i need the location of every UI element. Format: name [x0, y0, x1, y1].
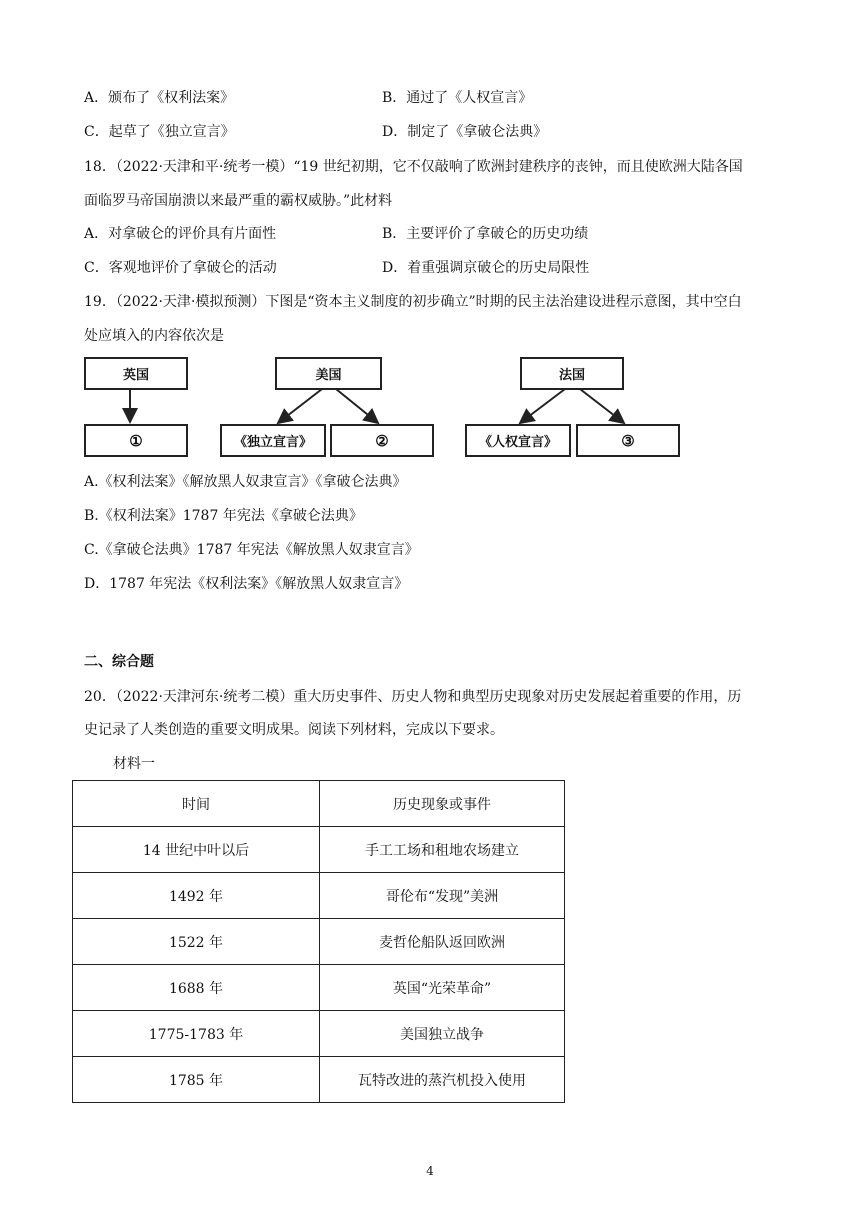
history-table — [72, 780, 565, 1103]
q19-stem-line2: 处应填入的内容依次是 — [84, 328, 224, 344]
q18-stem-line1: 18．（2022·天津和平·统考一模）“19 世纪初期，它不仅敲响了欧洲封建秩序的丧钟，而且使欧洲大陆各国 — [84, 159, 743, 175]
table-header-row — [73, 781, 565, 827]
table-cell-time: 1522 年 — [73, 919, 320, 965]
table-header-time: 时间 — [73, 781, 320, 827]
table-row — [73, 919, 565, 965]
q20-stem-line1: 20．（2022·天津河东·统考二模）重大历史事件、历史人物和典型历史现象对历史发展起着重要的作用，历 — [84, 689, 742, 705]
q17-option-a: A．颁布了《权利法案》 — [84, 90, 235, 106]
diagram-arrows — [0, 0, 860, 470]
table-cell-time: 1688 年 — [73, 965, 320, 1011]
table-cell-event: 哥伦布“发现”美洲 — [320, 873, 565, 919]
box-declaration-of-independence: 《独立宣言》 — [220, 424, 326, 457]
table-row — [73, 873, 565, 919]
table-cell-event: 手工工场和租地农场建立 — [320, 827, 565, 873]
q18-option-b: B．主要评价了拿破仑的历史功绩 — [382, 226, 589, 242]
q18-stem-line2: 面临罗马帝国崩溃以来最严重的霸权威胁。”此材料 — [84, 193, 393, 209]
q19-option-d: D．1787 年宪法《权利法案》《解放黑人奴隶宣言》 — [84, 576, 409, 592]
box-blank-2: ② — [330, 424, 434, 457]
q17-option-d: D．制定了《拿破仑法典》 — [382, 124, 548, 140]
table-cell-time: 14 世纪中叶以后 — [73, 827, 320, 873]
table-cell-time: 1492 年 — [73, 873, 320, 919]
q17-option-c: C．起草了《独立宣言》 — [84, 124, 235, 140]
table-cell-event: 英国“光荣革命” — [320, 965, 565, 1011]
box-france: 法国 — [520, 357, 624, 390]
q18-option-c: C．客观地评价了拿破仑的活动 — [84, 260, 277, 276]
material-label: 材料一 — [113, 756, 155, 772]
table-row — [73, 827, 565, 873]
arrow-usa-left — [278, 389, 322, 423]
table-row — [73, 965, 565, 1011]
table-cell-time: 1775-1783 年 — [73, 1011, 320, 1057]
box-usa: 美国 — [275, 357, 382, 390]
table-cell-event: 美国独立战争 — [320, 1011, 565, 1057]
q19-option-c: C.《拿破仑法典》1787 年宪法《解放黑人奴隶宣言》 — [84, 542, 419, 558]
table-cell-event: 麦哲伦船队返回欧洲 — [320, 919, 565, 965]
table-row — [73, 1011, 565, 1057]
box-declaration-of-rights: 《人权宣言》 — [465, 424, 571, 457]
q17-option-b: B．通过了《人权宣言》 — [382, 90, 533, 106]
table-row — [73, 1057, 565, 1103]
q20-stem-line2: 史记录了人类创造的重要文明成果。阅读下列材料，完成以下要求。 — [84, 722, 504, 738]
table-header-event: 历史现象或事件 — [320, 781, 565, 827]
section-heading: 二、综合题 — [84, 654, 154, 670]
q18-option-d: D．着重强调京破仑的历史局限性 — [382, 260, 590, 276]
q18-option-a: A．对拿破仑的评价具有片面性 — [84, 226, 277, 242]
q19-option-a: A.《权利法案》《解放黑人奴隶宣言》《拿破仑法典》 — [84, 474, 407, 490]
box-blank-1: ① — [84, 424, 188, 457]
arrow-france-right — [580, 389, 624, 423]
arrow-france-left — [520, 389, 565, 423]
box-blank-3: ③ — [576, 424, 680, 457]
q19-option-b: B.《权利法案》1787 年宪法《拿破仑法典》 — [84, 508, 363, 524]
q19-stem-line1: 19．（2022·天津·模拟预测）下图是“资本主义制度的初步确立”时期的民主法治建设进程示意图，其中空白 — [84, 294, 742, 310]
box-britain: 英国 — [84, 357, 188, 390]
table-cell-time: 1785 年 — [73, 1057, 320, 1103]
arrow-usa-right — [336, 389, 378, 423]
page-number: 4 — [426, 1164, 434, 1178]
table-cell-event: 瓦特改进的蒸汽机投入使用 — [320, 1057, 565, 1103]
